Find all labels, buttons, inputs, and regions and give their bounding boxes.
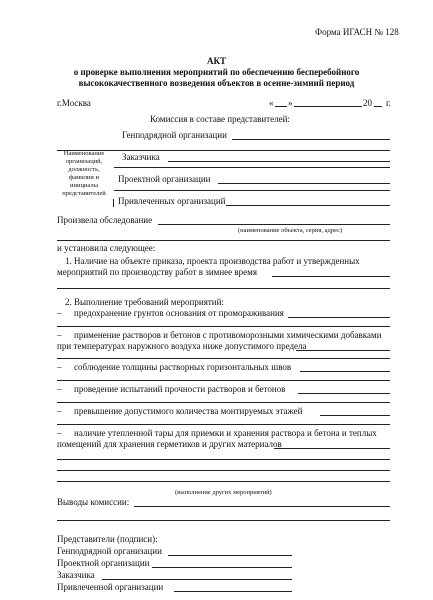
date-year: 20 [363, 98, 372, 108]
item2-b-text-line1: применение растворов и бетонов с противоморозными химическими добавками [74, 330, 382, 340]
item2-a-dash: – [57, 308, 62, 318]
side-label [55, 150, 113, 198]
item2-b-extra-line[interactable] [57, 358, 390, 359]
org-general-contractor-extra-line[interactable] [57, 150, 390, 151]
side-label-line: Наименование [63, 150, 105, 157]
item2-f-extra-line-1[interactable] [57, 459, 390, 460]
signature-customer-label: Заказчика [57, 570, 95, 580]
item2-d-extra-line[interactable] [57, 402, 390, 403]
item2-d-line[interactable] [298, 393, 390, 394]
item2-f-text-line1: наличие утепленной тары для приемки и хранения раствора и бетона и теплых [74, 428, 377, 438]
item2-d-dash: – [57, 384, 62, 394]
form-number: Форма ИГАСН № 128 [315, 27, 399, 37]
conclusions-line[interactable] [134, 506, 390, 507]
item2-b-text-line2: при температурах наружного воздуха ниже допустимого предела [57, 341, 307, 351]
org-customer-line[interactable] [168, 161, 390, 162]
item2-e-text: превышение допустимого количества монтируемых этажей [74, 406, 303, 416]
item2-f-extra-line-2[interactable] [57, 470, 390, 471]
item1-line1: 1. Наличие на объекте приказа, проекта производства работ и утвержденных [65, 256, 360, 266]
inspection-line[interactable] [158, 224, 390, 225]
org-general-contractor-line[interactable] [232, 139, 390, 140]
item2-c-extra-line[interactable] [57, 380, 390, 381]
signature-customer-line[interactable] [102, 579, 292, 580]
org-attracted-tick [113, 199, 114, 207]
item1-line[interactable] [272, 276, 390, 277]
document-subtitle-line1: о проверке выполнения мероприятий по обеспечению бесперебойного [73, 67, 360, 77]
org-design-extra-line[interactable] [114, 190, 390, 191]
signatures-heading: Представители (подписи): [57, 534, 158, 544]
conclusions-label: Выводы комиссии: [57, 497, 130, 507]
inspection-hint: (наименование объекта, серия, адрес) [238, 227, 343, 234]
item2-f-line[interactable] [274, 448, 390, 449]
item1-line2: мероприятий по производству работ в зимнее время [57, 267, 257, 277]
item2-e-dash: – [57, 406, 62, 416]
item2-e-line[interactable] [320, 415, 390, 416]
signature-general-contractor-label: Генподрядной организации [57, 546, 162, 556]
established-text: и установила следующее: [57, 243, 156, 253]
item2-heading: 2. Выполнение требований мероприятий: [65, 297, 224, 307]
item2-c-dash: – [57, 362, 62, 372]
signature-general-contractor-line[interactable] [168, 555, 292, 556]
item2-e-extra-line[interactable] [57, 424, 390, 425]
item2-b-line[interactable] [296, 350, 390, 351]
other-measures-hint: (выполнение других мероприятий) [175, 489, 272, 496]
document-title: АКТ [206, 56, 227, 66]
org-attracted-label: Привлеченных организаций [118, 196, 226, 206]
conclusions-extra-line[interactable] [57, 520, 390, 521]
signature-design-line[interactable] [152, 567, 292, 568]
item2-a-extra-line[interactable] [57, 326, 390, 327]
side-label-line: фамилии и [69, 174, 99, 181]
item2-c-text: соблюдение толщины растворных горизонтальных швов [74, 362, 292, 372]
date-quote-close: » [288, 98, 293, 108]
commission-heading: Комиссия в составе представителей: [150, 114, 290, 124]
item2-a-text: предохранение грунтов основания от промораживания [74, 308, 284, 318]
org-design-label: Проектной организации [118, 174, 211, 184]
org-design-line[interactable] [218, 183, 390, 184]
item2-f-text-line2: помещений для хранения герметиков и других материалов [57, 439, 282, 449]
signature-attracted-line[interactable] [174, 591, 292, 592]
item1-extra-line[interactable] [57, 288, 390, 289]
city: г.Москва [57, 98, 91, 108]
side-label-line: должность, [68, 166, 100, 173]
org-general-contractor-label: Генподрядной организации [122, 130, 227, 140]
side-label-line: представителей [62, 190, 106, 197]
org-customer-extra-line[interactable] [114, 167, 390, 168]
signature-design-label: Проектной организации [57, 558, 150, 568]
document-subtitle-line2: высококачественного возведения объектов в осенне-зимний период [78, 78, 355, 88]
item2-a-line[interactable] [288, 317, 390, 318]
org-customer-label: Заказчика [122, 152, 160, 162]
side-label-line: организаций, [65, 158, 103, 165]
item2-f-extra-line-3[interactable] [57, 481, 390, 482]
side-label-line: инициалы [70, 182, 98, 189]
item2-f-dash: – [57, 428, 62, 438]
date-year-line[interactable] [374, 106, 382, 107]
date-month-line[interactable] [294, 106, 362, 107]
item2-d-text: проведение испытаний прочности растворов и бетонов [74, 384, 286, 394]
date-day-line[interactable] [275, 106, 287, 107]
date-suffix: г. [386, 98, 391, 108]
item2-b-dash: – [57, 330, 62, 340]
inspection-label: Произвела обследование [57, 215, 153, 225]
inspection-extra-line[interactable] [57, 240, 390, 241]
org-attracted-line[interactable] [226, 205, 390, 206]
date-quote-open: « [269, 98, 274, 108]
signature-attracted-label: Привлеченной организации [57, 582, 164, 592]
item2-c-line[interactable] [300, 371, 390, 372]
